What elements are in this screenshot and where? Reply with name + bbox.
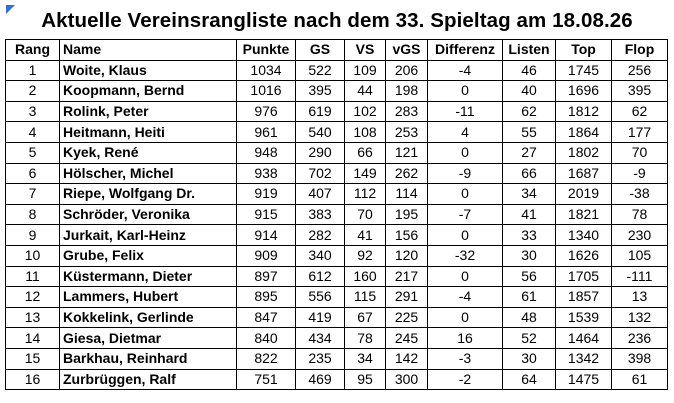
cell-rang: 4 [6,122,60,143]
cell-gs: 556 [296,287,345,308]
col-header-vs: VS [345,40,386,61]
cell-vgs: 225 [386,307,428,328]
cell-top: 1475 [556,369,612,390]
cell-listen: 52 [503,328,556,349]
cell-punkte: 976 [237,101,296,122]
col-header-punkte: Punkte [237,40,296,61]
cell-listen: 30 [503,245,556,266]
cell-rang: 5 [6,142,60,163]
cell-differenz: -4 [428,287,503,308]
cell-gs: 419 [296,307,345,328]
cell-gs: 235 [296,348,345,369]
cell-flop: -9 [612,163,668,184]
cell-name: Kyek, René [60,142,237,163]
cell-differenz: 0 [428,184,503,205]
cell-vgs: 245 [386,328,428,349]
cell-differenz: 16 [428,328,503,349]
cell-flop: -38 [612,184,668,205]
cell-vgs: 206 [386,60,428,81]
cell-top: 1342 [556,348,612,369]
cell-punkte: 919 [237,184,296,205]
cell-listen: 55 [503,122,556,143]
cell-gs: 290 [296,142,345,163]
cell-rang: 15 [6,348,60,369]
cell-flop: 398 [612,348,668,369]
cell-flop: 395 [612,81,668,102]
cell-punkte: 897 [237,266,296,287]
cell-top: 1696 [556,81,612,102]
table-row [6,142,668,163]
cell-rang: 2 [6,81,60,102]
col-header-name: Name [60,40,237,61]
cell-gs: 540 [296,122,345,143]
cell-top: 1857 [556,287,612,308]
cell-gs: 282 [296,225,345,246]
cell-differenz: -32 [428,245,503,266]
cell-name: Schröder, Veronika [60,204,237,225]
table-body [6,60,668,390]
cell-top: 2019 [556,184,612,205]
table-row [6,348,668,369]
col-header-top: Top [556,40,612,61]
cell-vgs: 120 [386,245,428,266]
cell-rang: 9 [6,225,60,246]
cell-differenz: 0 [428,142,503,163]
cell-differenz: 0 [428,307,503,328]
table-row [6,122,668,143]
cell-rang: 14 [6,328,60,349]
cell-top: 1821 [556,204,612,225]
cell-vgs: 283 [386,101,428,122]
cell-flop: 78 [612,204,668,225]
col-header-rang: Rang [6,40,60,61]
cell-punkte: 822 [237,348,296,369]
cell-name: Kokkelink, Gerlinde [60,307,237,328]
cell-top: 1745 [556,60,612,81]
table-row [6,328,668,349]
cell-top: 1539 [556,307,612,328]
cell-punkte: 948 [237,142,296,163]
cell-vs: 108 [345,122,386,143]
cell-differenz: -9 [428,163,503,184]
col-header-gs: GS [296,40,345,61]
cell-name: Jurkait, Karl-Heinz [60,225,237,246]
cell-vs: 34 [345,348,386,369]
cell-vs: 70 [345,204,386,225]
cell-gs: 383 [296,204,345,225]
cell-flop: 105 [612,245,668,266]
cell-listen: 61 [503,287,556,308]
table-row [6,369,668,390]
cell-flop: 236 [612,328,668,349]
cell-vs: 92 [345,245,386,266]
cell-vgs: 195 [386,204,428,225]
cell-listen: 41 [503,204,556,225]
cell-vgs: 291 [386,287,428,308]
cell-vgs: 217 [386,266,428,287]
table-row [6,266,668,287]
table-row [6,287,668,308]
cell-name: Lammers, Hubert [60,287,237,308]
cell-differenz: -11 [428,101,503,122]
table-row [6,307,668,328]
cell-listen: 56 [503,266,556,287]
cell-rang: 10 [6,245,60,266]
cell-gs: 619 [296,101,345,122]
cell-name: Riepe, Wolfgang Dr. [60,184,237,205]
cell-flop: 61 [612,369,668,390]
cell-punkte: 895 [237,287,296,308]
cell-flop: 132 [612,307,668,328]
cell-name: Koopmann, Bernd [60,81,237,102]
cell-rang: 6 [6,163,60,184]
cell-flop: -111 [612,266,668,287]
col-header-listen: Listen [503,40,556,61]
cell-flop: 62 [612,101,668,122]
cell-name: Giesa, Dietmar [60,328,237,349]
cell-vs: 41 [345,225,386,246]
cell-gs: 469 [296,369,345,390]
cell-rang: 7 [6,184,60,205]
cell-top: 1464 [556,328,612,349]
cell-punkte: 840 [237,328,296,349]
cell-flop: 230 [612,225,668,246]
cell-flop: 13 [612,287,668,308]
cell-differenz: -3 [428,348,503,369]
cell-differenz: 0 [428,266,503,287]
table-row [6,225,668,246]
cell-listen: 48 [503,307,556,328]
cell-listen: 34 [503,184,556,205]
cell-top: 1812 [556,101,612,122]
cell-vs: 78 [345,328,386,349]
cell-gs: 434 [296,328,345,349]
cell-vgs: 114 [386,184,428,205]
cell-differenz: -4 [428,60,503,81]
cell-differenz: 0 [428,225,503,246]
cell-flop: 177 [612,122,668,143]
cell-name: Grube, Felix [60,245,237,266]
col-header-flop: Flop [612,40,668,61]
cell-name: Woite, Klaus [60,60,237,81]
cell-gs: 395 [296,81,345,102]
cell-name: Barkhau, Reinhard [60,348,237,369]
cell-vs: 95 [345,369,386,390]
cell-gs: 522 [296,60,345,81]
cell-listen: 27 [503,142,556,163]
cell-differenz: -7 [428,204,503,225]
cell-gs: 612 [296,266,345,287]
table-row [6,163,668,184]
cell-name: Heitmann, Heiti [60,122,237,143]
cell-differenz: 4 [428,122,503,143]
cell-vgs: 300 [386,369,428,390]
cell-name: Zurbrüggen, Ralf [60,369,237,390]
cell-vs: 112 [345,184,386,205]
cell-listen: 33 [503,225,556,246]
cell-flop: 256 [612,60,668,81]
cell-rang: 13 [6,307,60,328]
cell-vs: 44 [345,81,386,102]
cell-vgs: 198 [386,81,428,102]
cell-vs: 115 [345,287,386,308]
cell-listen: 64 [503,369,556,390]
cell-rang: 16 [6,369,60,390]
cell-vs: 149 [345,163,386,184]
cell-rang: 12 [6,287,60,308]
col-header-vgs: vGS [386,40,428,61]
cell-gs: 702 [296,163,345,184]
cell-punkte: 961 [237,122,296,143]
cell-vs: 160 [345,266,386,287]
cell-rang: 11 [6,266,60,287]
cell-vgs: 156 [386,225,428,246]
cell-gs: 340 [296,245,345,266]
cell-vs: 102 [345,101,386,122]
ranking-table [5,39,668,390]
cell-vs: 67 [345,307,386,328]
cell-listen: 62 [503,101,556,122]
cell-top: 1864 [556,122,612,143]
cell-rang: 3 [6,101,60,122]
cell-name: Küstermann, Dieter [60,266,237,287]
table-row [6,81,668,102]
cell-top: 1687 [556,163,612,184]
col-header-differenz: Differenz [428,40,503,61]
cell-differenz: 0 [428,81,503,102]
cell-punkte: 847 [237,307,296,328]
cell-top: 1705 [556,266,612,287]
cell-top: 1802 [556,142,612,163]
cell-gs: 407 [296,184,345,205]
cell-vs: 66 [345,142,386,163]
cell-name: Hölscher, Michel [60,163,237,184]
cell-rang: 1 [6,60,60,81]
cell-punkte: 751 [237,369,296,390]
cell-punkte: 915 [237,204,296,225]
cell-vgs: 121 [386,142,428,163]
cell-rang: 8 [6,204,60,225]
cell-differenz: -2 [428,369,503,390]
cell-listen: 30 [503,348,556,369]
cell-punkte: 1034 [237,60,296,81]
cell-punkte: 914 [237,225,296,246]
cell-top: 1626 [556,245,612,266]
cell-vgs: 253 [386,122,428,143]
cell-listen: 66 [503,163,556,184]
cell-punkte: 909 [237,245,296,266]
table-row [6,245,668,266]
cell-listen: 46 [503,60,556,81]
table-row [6,101,668,122]
table-row [6,204,668,225]
cell-flop: 70 [612,142,668,163]
cell-vgs: 262 [386,163,428,184]
table-row [6,60,668,81]
cell-top: 1340 [556,225,612,246]
cell-punkte: 1016 [237,81,296,102]
table-row [6,184,668,205]
cell-punkte: 938 [237,163,296,184]
cell-listen: 40 [503,81,556,102]
cell-name: Rolink, Peter [60,101,237,122]
cell-vgs: 142 [386,348,428,369]
page-title: Aktuelle Vereinsrangliste nach dem 33. Spieltag am 18.08.26 [41,9,633,32]
header-row [6,40,668,61]
cell-vs: 109 [345,60,386,81]
